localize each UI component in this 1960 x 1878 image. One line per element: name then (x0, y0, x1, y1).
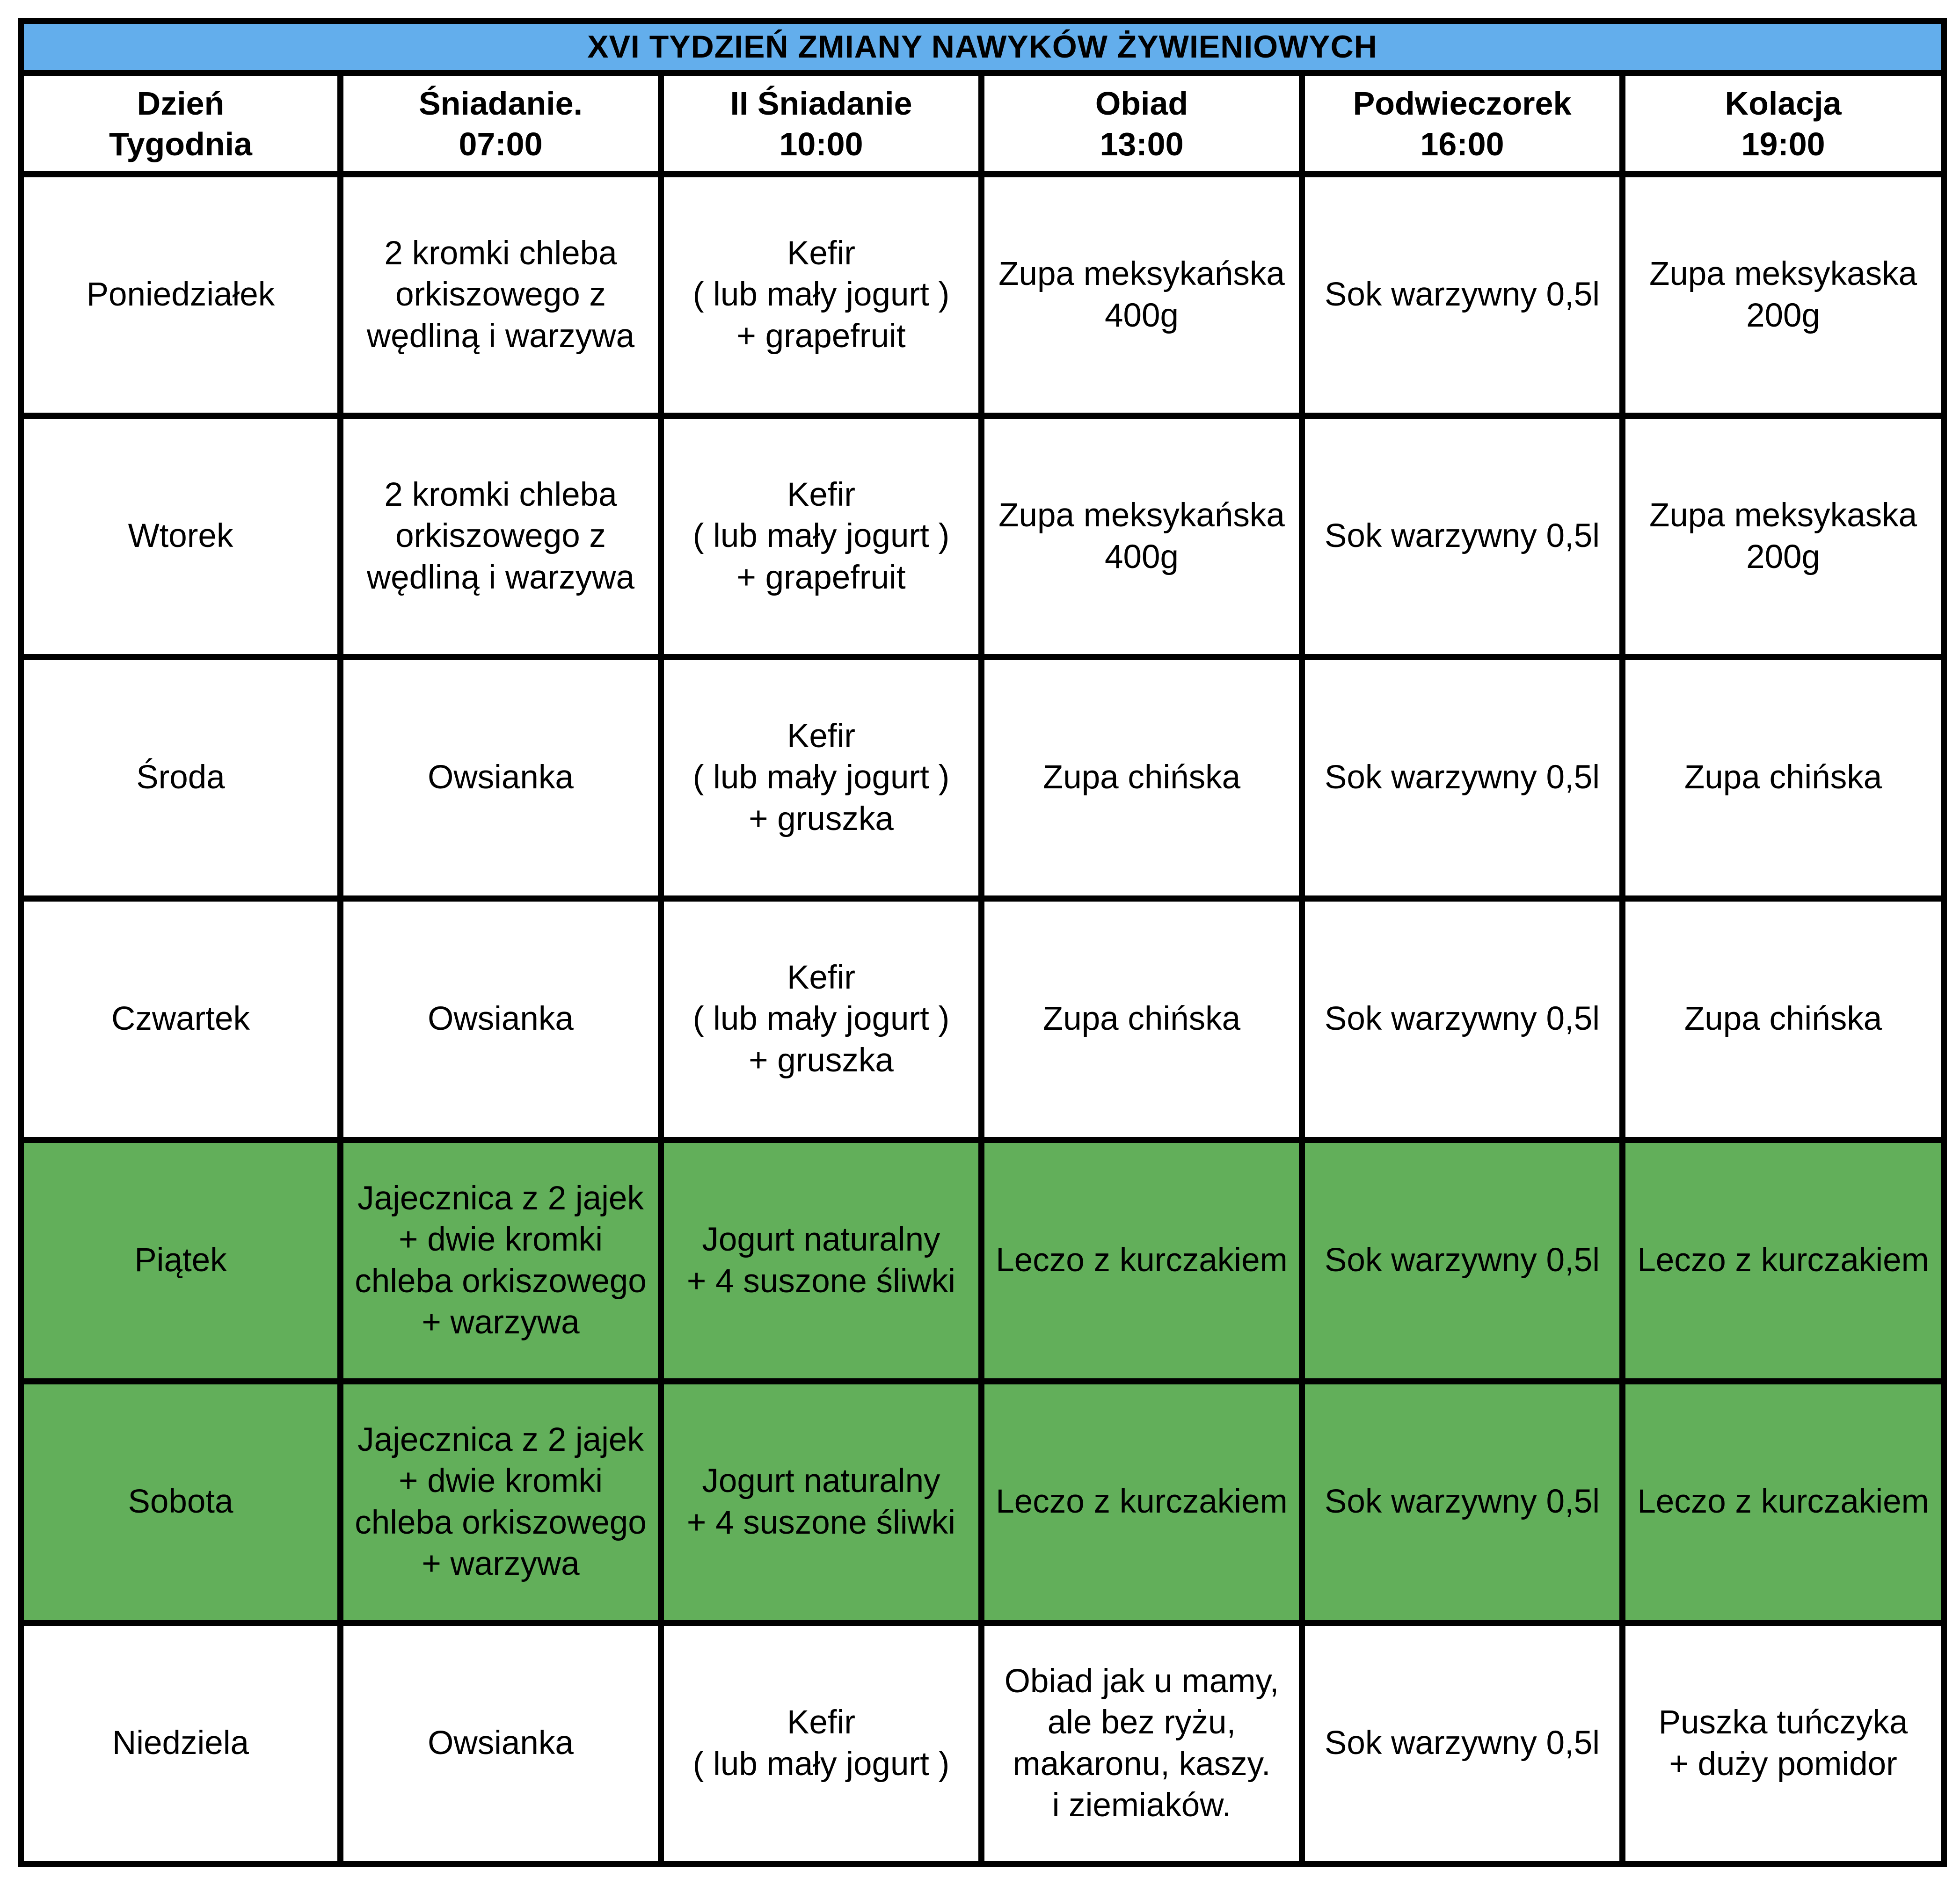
second-breakfast-cell: Kefir ( lub mały jogurt ) + gruszka (661, 899, 982, 1140)
dinner-cell: Zupa meksykaska 200g (1623, 175, 1944, 416)
day-cell: Niedziela (21, 1623, 341, 1864)
table-row (21, 416, 1944, 657)
breakfast-cell: 2 kromki chleba orkiszowego z wędliną i warzywa (341, 175, 661, 416)
breakfast-cell: Owsianka (341, 1623, 661, 1864)
table-row (21, 1382, 1944, 1623)
lunch-cell: Zupa chińska (982, 899, 1302, 1140)
afternoon-snack-cell: Sok warzywny 0,5l (1302, 175, 1623, 416)
day-cell: Sobota (21, 1382, 341, 1623)
dinner-cell: Leczo z kurczakiem (1623, 1382, 1944, 1623)
column-header-afternoon-snack: Podwieczorek 16:00 (1302, 73, 1623, 175)
day-cell: Wtorek (21, 416, 341, 657)
second-breakfast-cell: Kefir ( lub mały jogurt ) + grapefruit (661, 416, 982, 657)
breakfast-cell: Jajecznica z 2 jajek + dwie kromki chleba orkiszowego + warzywa (341, 1382, 661, 1623)
lunch-cell: Zupa meksykańska 400g (982, 175, 1302, 416)
table-row (21, 1623, 1944, 1864)
column-header-dinner: Kolacja 19:00 (1623, 73, 1944, 175)
afternoon-snack-cell: Sok warzywny 0,5l (1302, 1382, 1623, 1623)
column-header-lunch: Obiad 13:00 (982, 73, 1302, 175)
dinner-cell: Leczo z kurczakiem (1623, 1140, 1944, 1382)
lunch-cell: Leczo z kurczakiem (982, 1382, 1302, 1623)
table-row (21, 657, 1944, 899)
title-row (21, 21, 1944, 73)
afternoon-snack-cell: Sok warzywny 0,5l (1302, 899, 1623, 1140)
second-breakfast-cell: Jogurt naturalny + 4 suszone śliwki (661, 1140, 982, 1382)
dinner-cell: Zupa meksykaska 200g (1623, 416, 1944, 657)
dinner-cell: Zupa chińska (1623, 657, 1944, 899)
column-header-second-breakfast: II Śniadanie 10:00 (661, 73, 982, 175)
dinner-cell: Zupa chińska (1623, 899, 1944, 1140)
second-breakfast-cell: Kefir ( lub mały jogurt ) (661, 1623, 982, 1864)
lunch-cell: Leczo z kurczakiem (982, 1140, 1302, 1382)
day-cell: Środa (21, 657, 341, 899)
table-title: XVI TYDZIEŃ ZMIANY NAWYKÓW ŻYWIENIOWYCH (21, 21, 1944, 73)
day-cell: Piątek (21, 1140, 341, 1382)
second-breakfast-cell: Jogurt naturalny + 4 suszone śliwki (661, 1382, 982, 1623)
column-header-day: Dzień Tygodnia (21, 73, 341, 175)
breakfast-cell: Jajecznica z 2 jajek + dwie kromki chleba orkiszowego + warzywa (341, 1140, 661, 1382)
afternoon-snack-cell: Sok warzywny 0,5l (1302, 1140, 1623, 1382)
lunch-cell: Zupa meksykańska 400g (982, 416, 1302, 657)
day-cell: Poniedziałek (21, 175, 341, 416)
breakfast-cell: Owsianka (341, 899, 661, 1140)
table-row (21, 1140, 1944, 1382)
dinner-cell: Puszka tuńczyka + duży pomidor (1623, 1623, 1944, 1864)
table-row (21, 899, 1944, 1140)
afternoon-snack-cell: Sok warzywny 0,5l (1302, 657, 1623, 899)
second-breakfast-cell: Kefir ( lub mały jogurt ) + gruszka (661, 657, 982, 899)
column-header-breakfast: Śniadanie. 07:00 (341, 73, 661, 175)
lunch-cell: Obiad jak u mamy, ale bez ryżu, makaronu, kaszy. i ziemiaków. (982, 1623, 1302, 1864)
afternoon-snack-cell: Sok warzywny 0,5l (1302, 1623, 1623, 1864)
breakfast-cell: Owsianka (341, 657, 661, 899)
meal-plan-table (18, 18, 1947, 1867)
second-breakfast-cell: Kefir ( lub mały jogurt ) + grapefruit (661, 175, 982, 416)
lunch-cell: Zupa chińska (982, 657, 1302, 899)
table-row (21, 175, 1944, 416)
header-row (21, 73, 1944, 175)
afternoon-snack-cell: Sok warzywny 0,5l (1302, 416, 1623, 657)
table-body (21, 175, 1944, 1864)
day-cell: Czwartek (21, 899, 341, 1140)
breakfast-cell: 2 kromki chleba orkiszowego z wędliną i warzywa (341, 416, 661, 657)
